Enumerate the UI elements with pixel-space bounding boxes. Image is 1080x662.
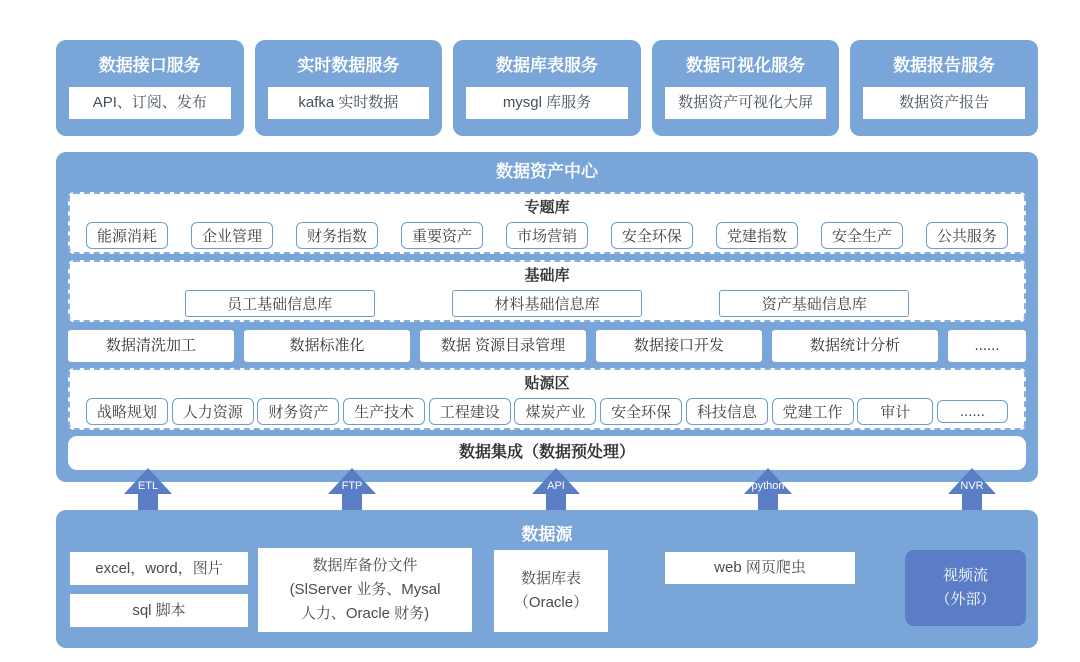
asset-center-title: 数据资产中心: [496, 162, 598, 181]
library-item: 材料基础信息库: [452, 290, 642, 317]
source-box-oracle-table: [494, 550, 608, 632]
basic-library-title: 基础库: [524, 267, 570, 284]
library-item: 重要资产: [401, 222, 483, 249]
video-stream-line: 视频流: [942, 567, 988, 584]
library-item: 财务指数: [296, 222, 378, 249]
source-box-excel-word-image: excel，word，图片: [70, 552, 248, 585]
tool-item: 数据接口开发: [596, 330, 762, 362]
service-title: 实时数据服务: [297, 56, 400, 75]
source-box-db-backup: [258, 548, 472, 632]
source-box-sql-script: sql 脚本: [70, 594, 248, 627]
library-item: 公共服务: [926, 222, 1008, 249]
library-item: 能源消耗: [86, 222, 168, 249]
library-item: 安全环保: [611, 222, 693, 249]
source-item: 科技信息: [686, 398, 768, 425]
source-zone-panel: [68, 368, 1026, 430]
service-title: 数据接口服务: [98, 56, 201, 75]
service-detail: kafka 实时数据: [268, 87, 430, 119]
service-detail: 数据资产报告: [863, 87, 1025, 119]
source-zone-title: 贴源区: [524, 375, 570, 392]
service-box-report: [850, 40, 1038, 136]
arrow-label: FTP: [341, 480, 363, 492]
tool-item: 数据清洗加工: [68, 330, 234, 362]
source-item: 人力资源: [172, 398, 254, 425]
service-title: 数据报告服务: [893, 56, 996, 75]
video-stream-line: （外部）: [935, 591, 996, 608]
oracle-table-line: （Oracle）: [513, 594, 589, 611]
tool-item: 数据统计分析: [772, 330, 938, 362]
arrow-label: python: [751, 480, 785, 492]
library-item: 企业管理: [191, 222, 273, 249]
source-box-video-stream: [905, 550, 1026, 626]
thematic-library-items: [86, 222, 1008, 249]
thematic-library-title: 专题库: [524, 199, 570, 216]
tool-item: 数据 资源目录管理: [420, 330, 586, 362]
service-detail: API、订阅、发布: [69, 87, 231, 119]
service-box-visualization: [652, 40, 840, 136]
basic-library-panel: [68, 260, 1026, 322]
service-detail: mysgl 库服务: [466, 87, 628, 119]
source-item: 生产技术: [343, 398, 425, 425]
oracle-table-line: 数据库表: [520, 570, 581, 587]
service-detail: 数据资产可视化大屏: [665, 87, 827, 119]
source-item: 党建工作: [772, 398, 854, 425]
library-item: 党建指数: [716, 222, 798, 249]
library-item: 员工基础信息库: [185, 290, 375, 317]
service-box-data-interface: [56, 40, 244, 136]
library-item: 资产基础信息库: [719, 290, 909, 317]
library-item: 安全生产: [821, 222, 903, 249]
source-box-web-crawler: web 网页爬虫: [665, 552, 855, 584]
source-item: 工程建设: [429, 398, 511, 425]
db-backup-line: (SlServer 业务、Mysal: [289, 581, 441, 598]
tool-item: 数据标准化: [244, 330, 410, 362]
arrow-label: API: [547, 480, 565, 492]
data-source-layer: [56, 510, 1038, 648]
data-source-title: 数据源: [521, 525, 573, 544]
data-integration-bar: 数据集成（数据预处理）: [68, 436, 1026, 470]
arrow-label: NVR: [960, 480, 984, 492]
source-item: 审计: [857, 398, 933, 425]
basic-library-items: [86, 290, 1008, 317]
tool-item-ellipsis: ......: [948, 330, 1026, 362]
source-item: 财务资产: [257, 398, 339, 425]
arrow-label: ETL: [137, 480, 159, 492]
db-backup-line: 人力、Oracle 财务): [300, 605, 430, 622]
library-item: 市场营销: [506, 222, 588, 249]
source-item: 战略规划: [86, 398, 168, 425]
db-backup-line: 数据库备份文件: [312, 557, 418, 574]
source-item: 煤炭产业: [514, 398, 596, 425]
service-title: 数据可视化服务: [686, 56, 806, 75]
service-title: 数据库表服务: [495, 56, 598, 75]
source-zone-items: [86, 398, 1008, 425]
service-layer: [56, 40, 1038, 136]
thematic-library-panel: [68, 192, 1026, 254]
source-item: 安全环保: [600, 398, 682, 425]
data-asset-center: [56, 152, 1038, 482]
data-tools-row: [68, 330, 1026, 362]
source-item-ellipsis: ......: [937, 400, 1008, 423]
service-box-database-table: [453, 40, 641, 136]
service-box-realtime-data: [255, 40, 443, 136]
